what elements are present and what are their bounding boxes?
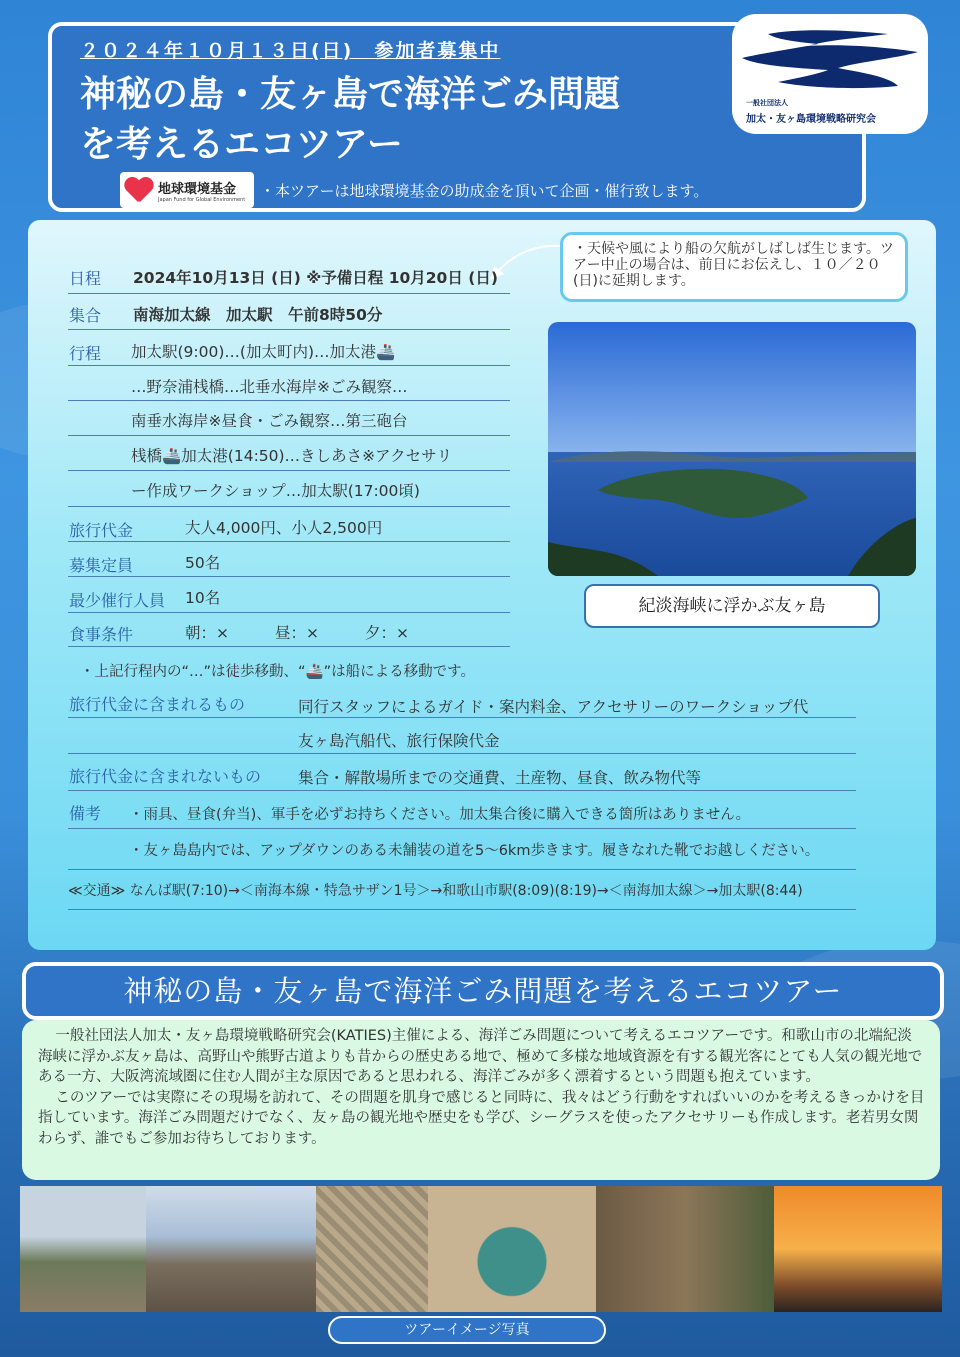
meeting-value: 南海加太線 加太駅 午前8時50分: [133, 306, 383, 324]
meeting-label: 集合: [69, 306, 102, 325]
capacity-value: 50名: [185, 554, 221, 572]
notes-line: ・友ヶ島島内では、アップダウンのある未舗装の道を5〜6km歩きます。履きなれた靴でお越しください。: [129, 843, 820, 859]
island-photo-image: [548, 322, 916, 576]
included-value: 友ヶ島汽船代、旅行保険代金: [298, 732, 500, 750]
included-value: 同行スタッフによるガイド・案内料金、アクセサリーのワークショップ代: [298, 698, 809, 716]
excluded-value: 集合・解散場所までの交通費、土産物、昼食、飲み物代等: [298, 769, 702, 787]
photo-strip-caption: ツアーイメージ写真: [328, 1316, 606, 1344]
tour-photo: [596, 1186, 774, 1312]
min-people-label: 最少催行人員: [69, 591, 166, 610]
excluded-row: [68, 754, 856, 791]
tour-photo: [428, 1186, 596, 1312]
included-row: [68, 718, 856, 754]
transport-row: [68, 870, 856, 910]
tour-photo: [316, 1186, 428, 1312]
fund-note: ・本ツアーは地球環境基金の助成金を頂いて企画・催行致します。: [260, 182, 709, 200]
itinerary-line: 加太駅(9:00)…(加太町内)…加太港🚢: [131, 343, 396, 361]
about-paragraph: 一般社団法人加太・友ヶ島環境戦略研究会(KATIES)主催による、海洋ごみ問題について考えるエコツアーです。和歌山市の北端紀淡海峡に浮かぶ友ヶ島は、高野山や熊野古道よりも昔からの歴史ある地で、極めて多様な地域資源を有する観光客にとても人気の観光地である一方、大阪湾流域圏に住む人間が主な原因であると思われる、海洋ごみが多く漂着するという問題も抱えています。: [38, 1028, 923, 1085]
weather-note: ・天候や風により船の欠航がしばしば生じます。ツアー中止の場合は、前日にお伝えし、１０／２０(日)に延期します。: [560, 232, 908, 302]
tour-info-panel: [28, 220, 936, 950]
itinerary-row: [68, 330, 510, 366]
min-people-row: [68, 577, 510, 613]
wave-logo-icon: [738, 28, 922, 96]
schedule-value: 2024年10月13日 (日) ※予備日程 10月20日 (日): [133, 269, 498, 287]
meals-row: [68, 613, 510, 647]
transport-value: ≪交通≫ なんば駅(7:10)→＜南海本線・特急サザン1号＞→和歌山市駅(8:09)(8:19)→＜南海加太線＞→加太駅(8:44): [68, 883, 803, 899]
about-section-body: [22, 1020, 940, 1180]
org-logo-type: 一般社団法人: [746, 99, 788, 107]
notes-line: ・雨具、昼食(弁当)、軍手を必ずお持ちください。加太集合後に購入できる箇所はありません。: [129, 807, 751, 823]
schedule-label: 日程: [69, 269, 102, 288]
schedule-row: [68, 258, 510, 294]
meal-breakfast: 朝：×: [185, 624, 229, 642]
tour-photo: [146, 1186, 316, 1312]
itinerary-row: [68, 366, 510, 401]
photo-caption: 紀淡海峡に浮かぶ友ヶ島: [584, 584, 880, 628]
min-people-value: 10名: [185, 589, 221, 607]
itinerary-row: [68, 401, 510, 436]
itinerary-row: [68, 436, 510, 471]
org-logo: [732, 14, 928, 134]
meal-lunch: 昼：×: [275, 624, 319, 642]
tour-photo: [20, 1186, 146, 1312]
walk-note: ・上記行程内の“…”は徒歩移動、“🚢”は船による移動です。: [80, 664, 475, 680]
itinerary-row: [68, 471, 510, 507]
itinerary-line: ー作成ワークショップ…加太駅(17:00頃): [131, 482, 420, 500]
page-title-line: 神秘の島・友ヶ島で海洋ごみ問題: [80, 74, 621, 115]
meals-label: 食事条件: [69, 625, 134, 644]
included-row: [68, 682, 856, 718]
about-section-title: 神秘の島・友ヶ島で海洋ごみ問題を考えるエコツアー: [22, 962, 944, 1020]
heart-icon: [124, 176, 154, 204]
fund-logo-name-en: Japan Fund for Global Environment: [158, 196, 246, 203]
tomogashima-photo: [548, 322, 916, 576]
price-label: 旅行代金: [69, 521, 134, 540]
fund-logo: [120, 172, 254, 208]
capacity-row: [68, 542, 510, 577]
tour-photo: [774, 1186, 942, 1312]
included-label: 旅行代金に含まれるもの: [69, 695, 246, 714]
meal-dinner: 夕：×: [365, 624, 409, 642]
notes-row: [68, 791, 856, 829]
capacity-label: 募集定員: [69, 556, 134, 575]
notes-label: 備考: [69, 804, 102, 823]
itinerary-line: 南垂水海岸※昼食・ごみ観察…第三砲台: [131, 412, 408, 430]
itinerary-label: 行程: [69, 344, 102, 363]
about-paragraph: このツアーでは実際にその現場を訪れて、その問題を肌身で感じると同時に、我々はどう行動をすればいいのかを考えるきっかけを目指しています。海洋ごみ問題だけでなく、友ヶ島の観光地や歴史をも学び、シーグラスを使ったアクセサリーも作成します。老若男女関わらず、誰でもご参加お待ちしております。: [38, 1089, 925, 1147]
meeting-row: [68, 294, 510, 330]
page-title: [80, 70, 720, 170]
event-date-line: ２０２４年１０月１３日(日) 参加者募集中: [80, 40, 501, 62]
excluded-label: 旅行代金に含まれないもの: [69, 767, 262, 786]
notes-row: [68, 829, 856, 870]
org-logo-name: 加太・友ヶ島環境戦略研究会: [746, 114, 876, 125]
fund-logo-name: 地球環境基金: [158, 181, 237, 197]
price-row: [68, 507, 510, 542]
price-value: 大人4,000円、小人2,500円: [185, 519, 383, 537]
itinerary-line: 桟橋🚢加太港(14:50)…きしあさ※アクセサリ: [131, 447, 453, 465]
itinerary-line: …野奈浦桟橋…北垂水海岸※ごみ観察…: [131, 378, 408, 396]
page-title-line: を考えるエコツアー: [80, 124, 403, 165]
